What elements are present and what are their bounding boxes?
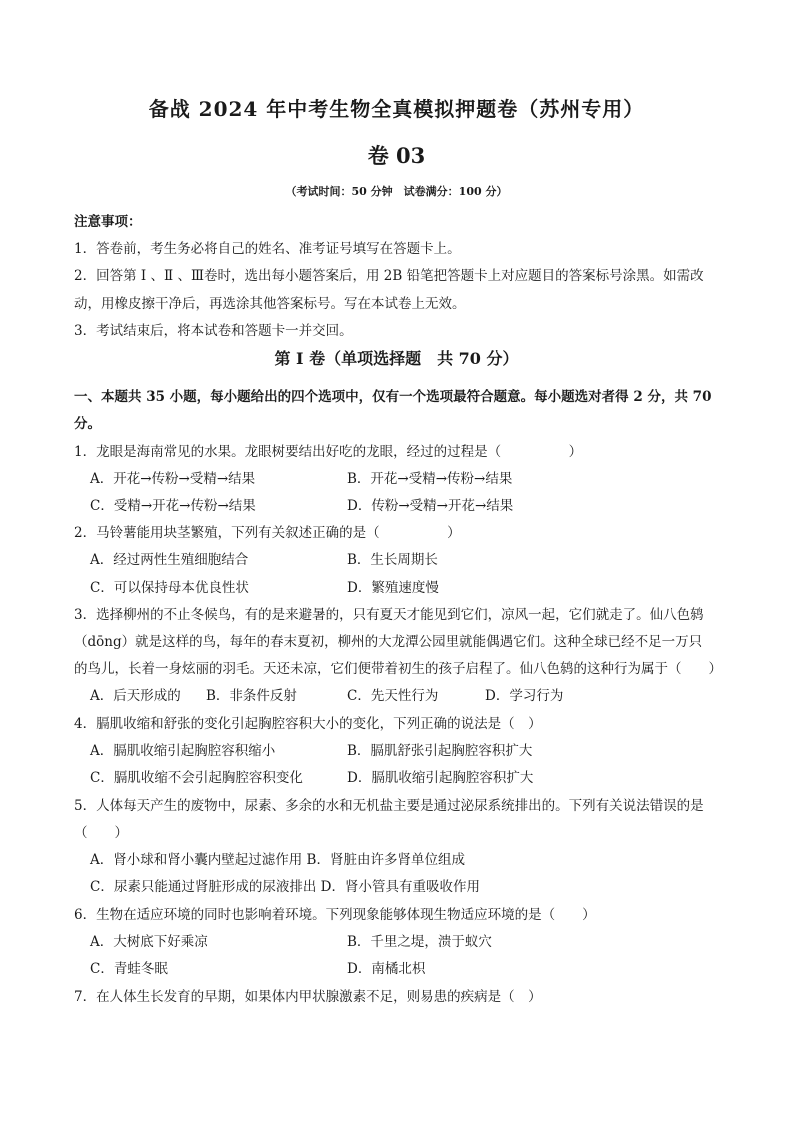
option-d: D．南橘北枳 xyxy=(347,961,426,977)
exam-title: 备战 2024 年中考生物全真模拟押题卷（苏州专用） xyxy=(148,97,645,121)
option-b: B．非条件反射 xyxy=(206,688,297,704)
option-d: D．膈肌收缩引起胸腔容积扩大 xyxy=(347,770,534,786)
notice-item: 3．考试结束后，将本试卷和答题卡一并交回。 xyxy=(74,323,353,339)
question-stem: 的鸟儿，长着一身炫丽的羽毛。天还未凉，它们便带着初生的孩子启程了。仙八色鸫的这种行为属于（ ） xyxy=(74,661,722,677)
option-b: B．膈肌舒张引起胸腔容积扩大 xyxy=(347,743,533,759)
option-ab: A．肾小球和肾小囊内壁起过滤作用 B．肾脏由许多肾单位组成 xyxy=(90,852,465,868)
question-stem: 4．膈肌收缩和舒张的变化引起胸腔容积大小的变化，下列正确的说法是（ ） xyxy=(74,716,542,732)
question-stem: 5．人体每天产生的废物中，尿素、多余的水和无机盐主要是通过泌尿系统排出的。下列有关说法错误的是 xyxy=(74,798,704,814)
question-stem: 2．马铃薯能用块茎繁殖，下列有关叙述正确的是（ ） xyxy=(74,525,461,541)
option-d: D．繁殖速度慢 xyxy=(347,580,439,596)
option-c: C．可以保持母本优良性状 xyxy=(90,580,249,596)
option-c: C．膈肌收缩不会引起胸腔容积变化 xyxy=(90,770,303,786)
notice-heading: 注意事项： xyxy=(74,214,142,230)
section-instruction: 一、本题共 35 小题，每小题给出的四个选项中，仅有一个选项最符合题意。每小题选对者得 2 分，共 70 xyxy=(74,389,712,405)
question-stem: （ ） xyxy=(74,825,128,841)
option-cd: C．尿素只能通过肾脏形成的尿液排出 D．肾小管具有重吸收作用 xyxy=(90,879,480,895)
option-a: A．后天形成的 xyxy=(90,688,181,704)
exam-time-info: （考试时间：50 分钟 试卷满分：100 分） xyxy=(285,185,508,198)
option-a: A．经过两性生殖细胞结合 xyxy=(90,552,249,568)
option-c: C．先天性行为 xyxy=(347,688,439,704)
section-instruction: 分。 xyxy=(74,416,101,432)
option-a: A．大树底下好乘凉 xyxy=(90,934,208,950)
option-b: B．生长周期长 xyxy=(347,552,438,568)
exam-volume: 卷 03 xyxy=(367,143,426,168)
question-stem: 1．龙眼是海南常见的水果。龙眼树要结出好吃的龙眼，经过的过程是（ ） xyxy=(74,444,583,460)
question-stem: （dōng）就是这样的鸟，每年的春末夏初，柳州的大龙潭公园里就能偶遇它们。这种全球已经不足一万只 xyxy=(74,634,703,650)
option-c: C．受精→开花→传粉→结果 xyxy=(90,498,256,514)
option-d: D．学习行为 xyxy=(485,688,564,704)
notice-item: 2．回答第 Ⅰ 、Ⅱ 、Ⅲ卷时，选出每小题答案后，用 2B 铅笔把答题卡上对应题目的答案标号涂黑。如需改 xyxy=(74,268,704,284)
notice-item: 动，用橡皮擦干净后，再选涂其他答案标号。写在本试卷上无效。 xyxy=(74,296,466,312)
question-stem: 7．在人体生长发育的早期，如果体内甲状腺激素不足，则易患的疾病是（ ） xyxy=(74,989,542,1005)
question-stem: 3．选择柳州的不止冬候鸟，有的是来避暑的，只有夏天才能见到它们，凉风一起，它们就走了。仙八色鸫 xyxy=(74,607,704,623)
option-d: D．传粉→受精→开花→结果 xyxy=(347,498,514,514)
notice-item: 1．答卷前，考生务必将自己的姓名、准考证号填写在答题卡上。 xyxy=(74,241,461,257)
option-c: C．青蛙冬眠 xyxy=(90,961,168,977)
option-a: A．开花→传粉→受精→结果 xyxy=(90,471,256,487)
option-b: B．千里之堤，溃于蚁穴 xyxy=(347,934,492,950)
option-b: B．开花→受精→传粉→结果 xyxy=(347,471,513,487)
section-title: 第 I 卷（单项选择题 共 70 分） xyxy=(274,349,519,368)
option-a: A．膈肌收缩引起胸腔容积缩小 xyxy=(90,743,276,759)
question-stem: 6．生物在适应环境的同时也影响着环境。下列现象能够体现生物适应环境的是（ ） xyxy=(74,907,596,923)
